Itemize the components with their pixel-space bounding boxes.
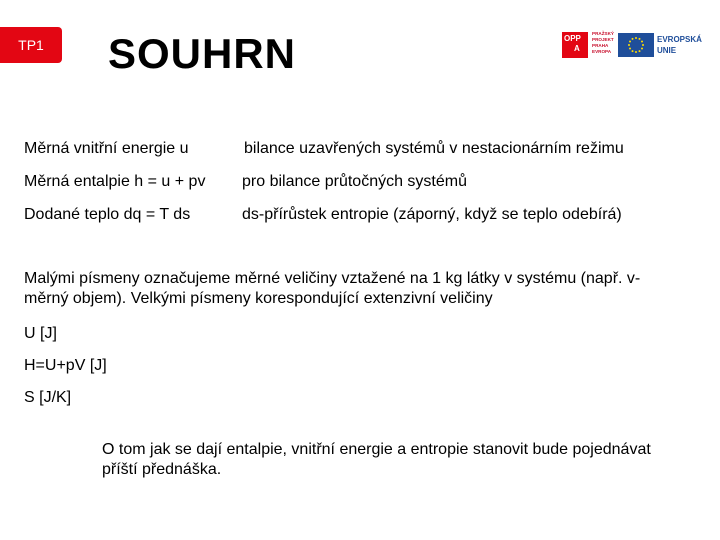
definition-desc-2: pro bilance průtočných systémů (242, 173, 467, 190)
oppa-logo-text: OPP A (564, 34, 581, 53)
eu-logo-label: EVROPSKÁ UNIE (657, 35, 702, 55)
eu-flag-icon (618, 33, 654, 57)
page-title: SOUHRN (108, 30, 297, 77)
definition-term-2: Měrná entalpie h = u + pv (24, 173, 206, 190)
note-lowercase: Malými písmeny označujeme měrné veličiny vztažené na 1 kg látky v systému (např. v-měrný objem). Velkými písmeny korespondující extenzivní veličiny (24, 270, 641, 307)
extensive-u: U [J] (24, 325, 57, 342)
oppa-logo (562, 32, 588, 58)
tp1-badge: TP1 (0, 27, 62, 63)
logo-group (562, 30, 702, 62)
definition-term-3: Dodané teplo dq = T ds (24, 206, 191, 223)
closing-note: O tom jak se dají entalpie, vnitřní energie a entropie stanovit bude pojednávat příští přednáška. (102, 441, 651, 478)
definition-desc-1: bilance uzavřených systémů v nestacionárním režimu (244, 140, 624, 157)
extensive-s: S [J/K] (24, 389, 72, 406)
extensive-h: H=U+pV [J] (24, 357, 107, 374)
definition-term-1: Měrná vnitřní energie u (24, 140, 189, 157)
definition-desc-3: ds-přírůstek entropie (záporný, když se teplo odebírá) (242, 206, 622, 223)
oppa-logo-caption: PRAŽSKÝ PROJEKT PRAHA EVROPA (592, 31, 614, 54)
